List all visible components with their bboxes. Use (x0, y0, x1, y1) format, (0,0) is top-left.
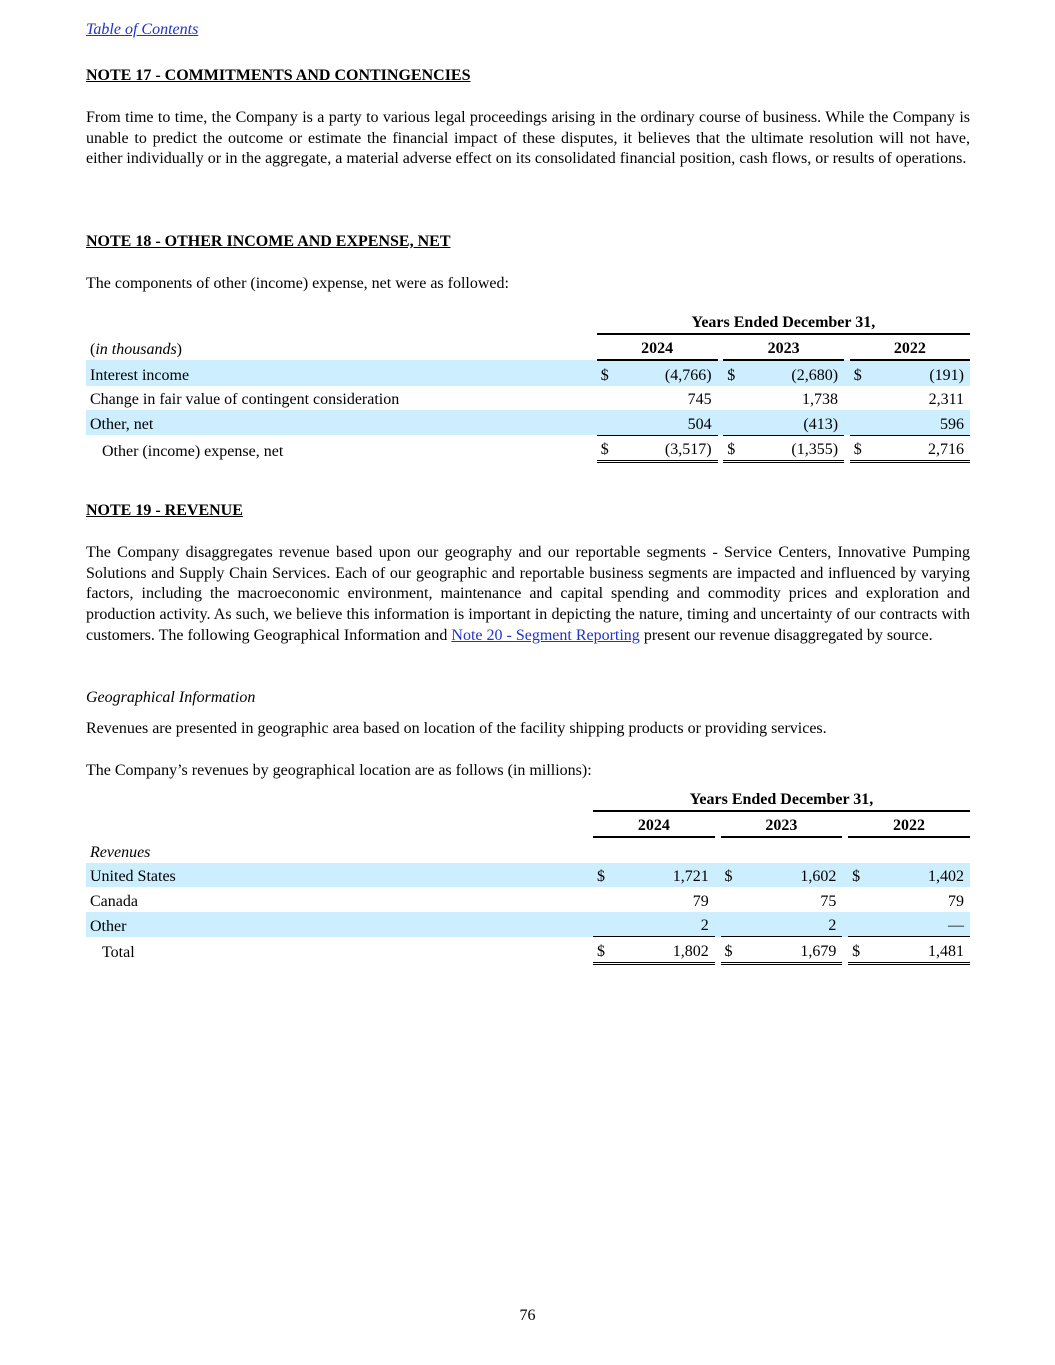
cell-value: 745 (687, 391, 712, 408)
year-header: 2024 (597, 334, 718, 361)
dollar-sign: $ (723, 435, 748, 462)
cell-value: 1,802 (619, 937, 715, 964)
cell-value: (2,680) (748, 360, 844, 386)
row-label: Interest income (86, 360, 597, 386)
cell-value: 2,716 (875, 435, 970, 462)
dollar-sign: $ (723, 360, 748, 386)
dollar-sign: $ (848, 863, 874, 888)
year-header: 2022 (850, 334, 970, 361)
note18-intro: The components of other (income) expense, net were as followed: (86, 275, 509, 292)
period-header: Years Ended December 31, (597, 308, 970, 334)
dollar-sign (723, 410, 748, 435)
dollar-sign (850, 410, 875, 435)
cell-value: 1,721 (619, 863, 715, 888)
dollar-sign (721, 887, 747, 912)
cell-value: 1,481 (874, 937, 970, 964)
dollar-sign (597, 410, 622, 435)
page-number: 76 (519, 1307, 536, 1324)
cell-value: (191) (875, 360, 970, 386)
cell-value: (3,517) (622, 435, 718, 462)
cell-value: 596 (875, 410, 970, 435)
geo-subheading: Geographical Information (86, 689, 256, 706)
dollar-sign: $ (850, 435, 875, 462)
note20-segment-reporting-link[interactable]: Note 20 - Segment Reporting (451, 626, 640, 644)
note17-heading: NOTE 17 - COMMITMENTS AND CONTINGENCIES (86, 67, 471, 84)
cell-value: (4,766) (622, 360, 718, 386)
cell-value: 2 (619, 912, 715, 937)
note18-heading: NOTE 18 - OTHER INCOME AND EXPENSE, NET (86, 233, 451, 250)
row-label: Total (102, 944, 135, 961)
dollar-sign: $ (593, 937, 619, 964)
period-header: Years Ended December 31, (593, 785, 970, 811)
other-income-table (86, 308, 970, 463)
dollar-sign (848, 887, 874, 912)
note19-body: The Company disaggregates revenue based upon our geography and our reportable segments - Service Centers, Innovative Pumping Solutions and Supply Chain Services. Each of our geographic and reportable business segments are impacted and influenced by varying factors, including the macroeconomic environment, maintenance and capital spending and commodity prices and exploration and production activity. As such, we believe this information is important in depicting the nature, timing and uncertainty of our contracts with customers. The following Geographical Information and Note 20 - Segment Reporting present our revenue disaggregated by source. (86, 544, 970, 644)
year-header: 2024 (593, 811, 715, 838)
cell-value: (1,355) (748, 435, 844, 462)
row-label: United States (86, 863, 593, 888)
cell-value: 1,738 (802, 391, 839, 408)
table-row (86, 410, 970, 435)
table-of-contents-link[interactable]: Table of Contents (86, 21, 199, 38)
row-label: Other, net (86, 410, 597, 435)
row-label: Change in fair value of contingent consideration (90, 391, 400, 408)
table-row (86, 360, 970, 386)
cell-value: 2,311 (928, 391, 964, 408)
cell-value: 75 (820, 892, 837, 910)
cell-value: 79 (692, 892, 709, 910)
table-row-total (86, 937, 970, 964)
section-label: Revenues (90, 843, 151, 861)
dollar-sign (597, 386, 622, 411)
table-row (86, 912, 970, 937)
table-row (86, 887, 970, 912)
table-row (86, 863, 970, 888)
cell-value: — (874, 912, 970, 937)
note17-body: From time to time, the Company is a party to various legal proceedings arising in the ordinary course of business. While the Company is unable to predict the outcome or estimate the financial impact of these disputes, it believes that the ultimate resolution will not have, either individually or in the aggregate, a material adverse effect on its consolidated financial position, cash flows, or results of operations. (86, 109, 970, 168)
geo-paragraph: Revenues are presented in geographic area based on location of the facility shipping products or providing services. (86, 720, 827, 737)
dollar-sign (721, 912, 747, 937)
year-header: 2023 (721, 811, 843, 838)
dollar-sign: $ (848, 937, 874, 964)
dollar-sign: $ (597, 435, 622, 462)
revenue-by-geography-table (86, 785, 970, 965)
table-row-total (86, 435, 970, 462)
cell-value: 79 (948, 892, 964, 910)
cell-value: 1,679 (746, 937, 842, 964)
table-row (86, 386, 970, 411)
year-header: 2023 (723, 334, 844, 361)
cell-value: 1,402 (874, 863, 970, 888)
geo-table-intro: The Company’s revenues by geographical location are as follows (in millions): (86, 762, 592, 779)
cell-value: 504 (622, 410, 718, 435)
dollar-sign (593, 912, 619, 937)
unit-label: (in thousands) (90, 341, 182, 358)
dollar-sign: $ (597, 360, 622, 386)
dollar-sign: $ (850, 360, 875, 386)
dollar-sign (723, 386, 748, 411)
cell-value: 1,602 (746, 863, 842, 888)
cell-value: (413) (748, 410, 844, 435)
dollar-sign: $ (721, 863, 747, 888)
dollar-sign: $ (593, 863, 619, 888)
dollar-sign (850, 386, 875, 411)
row-label: Other (income) expense, net (102, 442, 284, 460)
dollar-sign (593, 887, 619, 912)
year-header: 2022 (848, 811, 970, 838)
dollar-sign: $ (721, 937, 747, 964)
cell-value: 2 (746, 912, 842, 937)
row-label: Other (86, 912, 593, 937)
dollar-sign (848, 912, 874, 937)
note19-heading: NOTE 19 - REVENUE (86, 502, 243, 519)
section-label-row (86, 837, 970, 863)
row-label: Canada (90, 892, 138, 910)
